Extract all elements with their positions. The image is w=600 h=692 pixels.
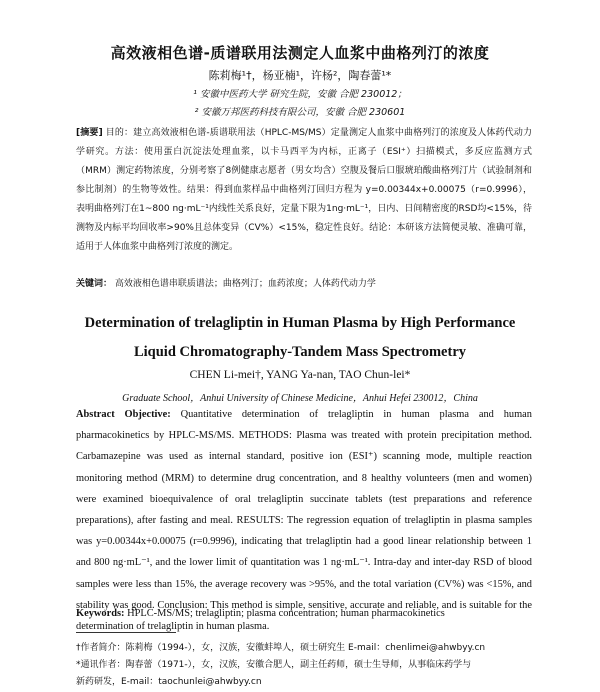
chinese-affiliation-1: ¹ 安徽中医药大学 研究生院，安徽 合肥 230012； (193, 89, 407, 100)
chinese-affiliation-2: ² 安徽万邦医药科技有限公司，安徽 合肥 230601 (194, 107, 406, 118)
footnote-first-author: †作者简介：陈莉梅（1994-），女，汉族，安徽蚌埠人，硕士研究生 E-mail：chenlimei@ahwbyy.cn (76, 643, 486, 653)
chinese-abstract-text: 目的：建立高效液相色谱-质谱联用法（HPLC-MS/MS）定量测定人血浆中曲格列汀的浓度及人体药代动力学研究。方法：使用蛋白沉淀法处理血浆，以卡马西平为内标，正离子（ESI⁺）扫描模式，多反应监测方式（MRM）测定药物浓度，分别考察了8例健康志愿者（男女均含）空腹及餐后口服琥珀酸曲格列汀片（试验制剂和参比制剂）的生物等效性。结果：得到血浆样品中曲格列汀回归方程为 y=0.00344x+0.00075（r=0.9996），表明曲格列汀在1~800 ng·mL⁻¹内线性关系良好，定量下限为1ng·mL⁻¹，日内、日间精密度的RSD均<15%，待测物及内标平均回收率>90%且总体变异（CV%）<15%，稳定性良好。结论：本研该方法简便灵敏、准确可靠，适用于人体血浆中曲格列汀浓度的测定。 (76, 128, 532, 252)
english-keywords (76, 608, 532, 619)
english-title-line-1: Determination of trelagliptin in Human Plasma by High Performance (84, 315, 516, 331)
english-authors: CHEN Li-mei†, YANG Ya-nan, TAO Chun-lei* (189, 369, 411, 381)
english-affiliation: Graduate School，Anhui University of Chinese Medicine，Anhui Hefei 230012，China (122, 393, 478, 404)
english-keywords-label: Keywords: (76, 608, 125, 619)
english-abstract-label: Abstract Objective: (76, 409, 171, 420)
chinese-keywords-label: 关键词： (76, 279, 113, 289)
english-title-line-2: Liquid Chromatography-Tandem Mass Spectrometry (133, 344, 467, 360)
footnote-corresponding-author: *通讯作者：陶春蕾（1971-），女，汉族，安徽合肥人，副主任药师，硕士生导师，从事临床药学与 (76, 660, 472, 670)
footnote-corresponding-author-continued: 新药研发，E-mail：taochunlei@ahwbyy.cn (76, 677, 262, 687)
chinese-abstract-label: [摘要] (76, 128, 103, 138)
english-keywords-text: HPLC-MS/MS; trelagliptin; plasma concentration; human pharmacokinetics (127, 608, 445, 619)
english-abstract (76, 404, 532, 637)
chinese-title: 高效液相色谱-质谱联用法测定人血浆中曲格列汀的浓度 (110, 44, 490, 62)
chinese-authors: 陈莉梅¹†，杨亚楠¹，许杨²，陶春蕾¹* (208, 69, 392, 82)
chinese-keywords-text: 高效液相色谱串联质谱法；曲格列汀；血药浓度；人体药代动力学 (114, 279, 376, 289)
footnote-divider (76, 632, 176, 633)
english-abstract-text: Quantitative determination of trelagliptin in human plasma and human pharmacokinetics by HPLC-MS/MS. METHODS: Plasma was treated with protein precipitation method. Carbamazepine was used as internal standard, positive ion (ESI⁺) scanning mode, multiple reaction monitoring method (MRM) to determine drug concentration, and 8 healthy volunteers (men and women) were examined bioequivalence of oral trelagliptin succinate tablets (test preparations and reference preparations), after fasting and meal. RESULTS: The regression equation of trelagliptin in plasma samples was y=0.00344x+0.00075 (r=0.9996), indicating that trelagliptin had a good linear relationship between 1 and 800 ng·mL⁻¹, and the lower limit of quantitation was 1 ng·mL⁻¹. Intra-day and inter-day RSD of blood samples were less than 15%, the average recovery was >95%, and the total variation (CV%) was <15%, and stability was good. Conclusion: This method is simple, sensitive, accurate and reliable, and is suitable for the determination of trelagliptin in human plasma. (76, 409, 532, 633)
chinese-keywords (76, 276, 532, 289)
chinese-abstract (76, 124, 532, 257)
